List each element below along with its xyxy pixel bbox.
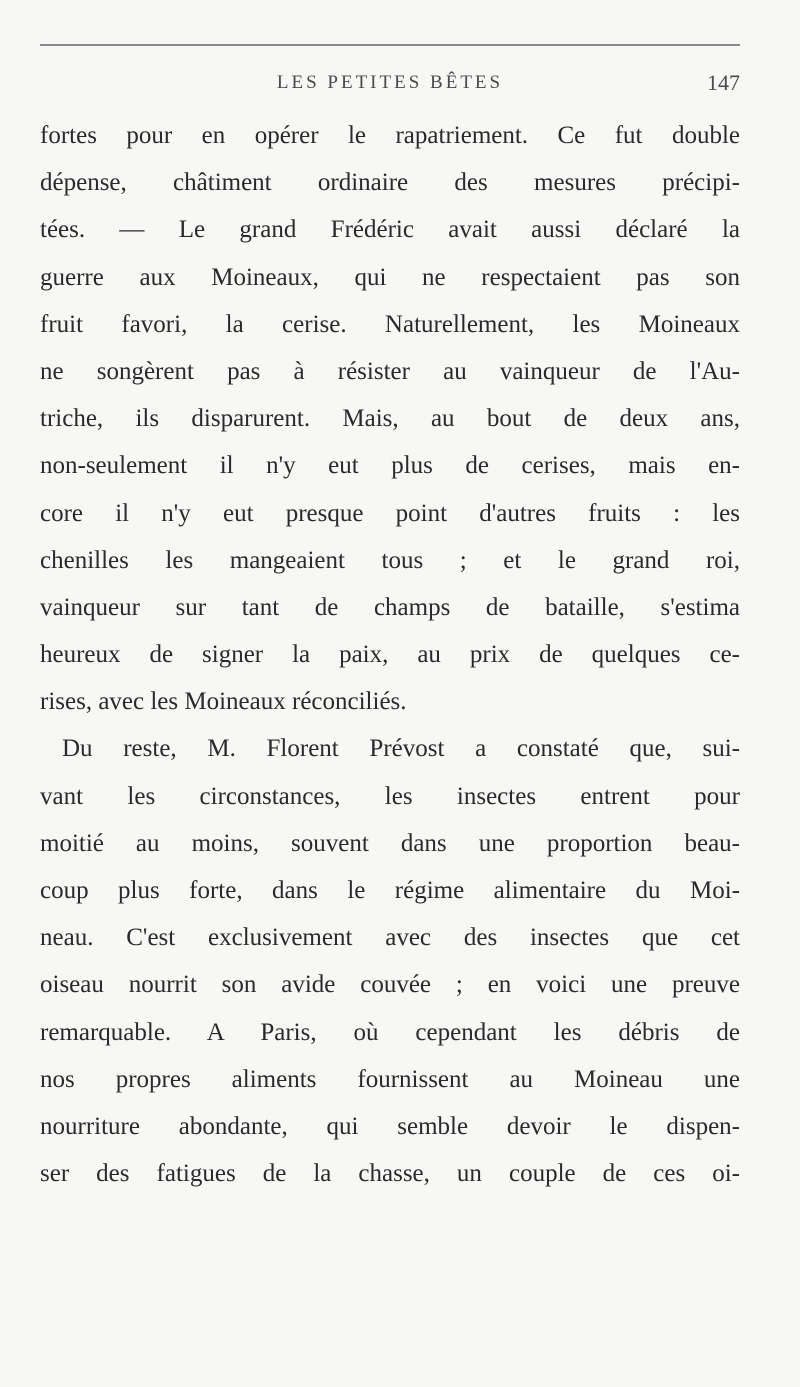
text-line: core il n'y eut presque point d'autres fruits : les [40, 499, 740, 527]
text-line: moitié au moins, souvent dans une proportion beau- [40, 829, 740, 857]
text-line: non-seulement il n'y eut plus de cerises, mais en- [40, 452, 740, 480]
text-line: fruit favori, la cerise. Naturellement, les Moineaux [40, 310, 740, 338]
text-line: oiseau nourrit son avide couvée ; en voici une preuve [40, 971, 740, 999]
text-line: tées. — Le grand Frédéric avait aussi déclaré la [40, 216, 740, 244]
text-line: nourriture abondante, qui semble devoir le dispen- [40, 1112, 740, 1140]
header-rule [40, 44, 740, 46]
text-line: vainqueur sur tant de champs de bataille, s'estima [40, 593, 740, 621]
text-line: vant les circonstances, les insectes entrent pour [40, 782, 740, 810]
text-line: rises, avec les Moineaux réconciliés. [40, 688, 407, 716]
running-title: LES PETITES BÊTES [276, 72, 504, 93]
text-line: guerre aux Moineaux, qui ne respectaient pas son [40, 263, 740, 291]
text-line: ser des fatigues de la chasse, un couple de ces oi- [40, 1160, 740, 1188]
text-line: Du reste, M. Florent Prévost a constaté que, sui- [62, 735, 740, 763]
text-line: nos propres aliments fournissent au Moineau une [40, 1065, 740, 1093]
text-line: heureux de signer la paix, au prix de quelques ce- [40, 641, 740, 669]
text-line: coup plus forte, dans le régime alimentaire du Moi- [40, 877, 740, 904]
body-text [40, 112, 740, 1197]
text-line: neau. C'est exclusivement avec des insectes que cet [40, 924, 740, 952]
page-number: 147 [707, 70, 740, 95]
text-line: dépense, châtiment ordinaire des mesures précipi- [40, 169, 740, 197]
text-line: fortes pour en opérer le rapatriement. Ce fut double [40, 122, 740, 149]
text-line: triche, ils disparurent. Mais, au bout de deux ans, [40, 405, 740, 433]
text-line: chenilles les mangeaient tous ; et le grand roi, [40, 546, 740, 574]
running-head [40, 70, 740, 100]
text-line: remarquable. A Paris, où cependant les débris de [40, 1018, 740, 1046]
text-line: ne songèrent pas à résister au vainqueur de l'Au- [40, 357, 740, 385]
